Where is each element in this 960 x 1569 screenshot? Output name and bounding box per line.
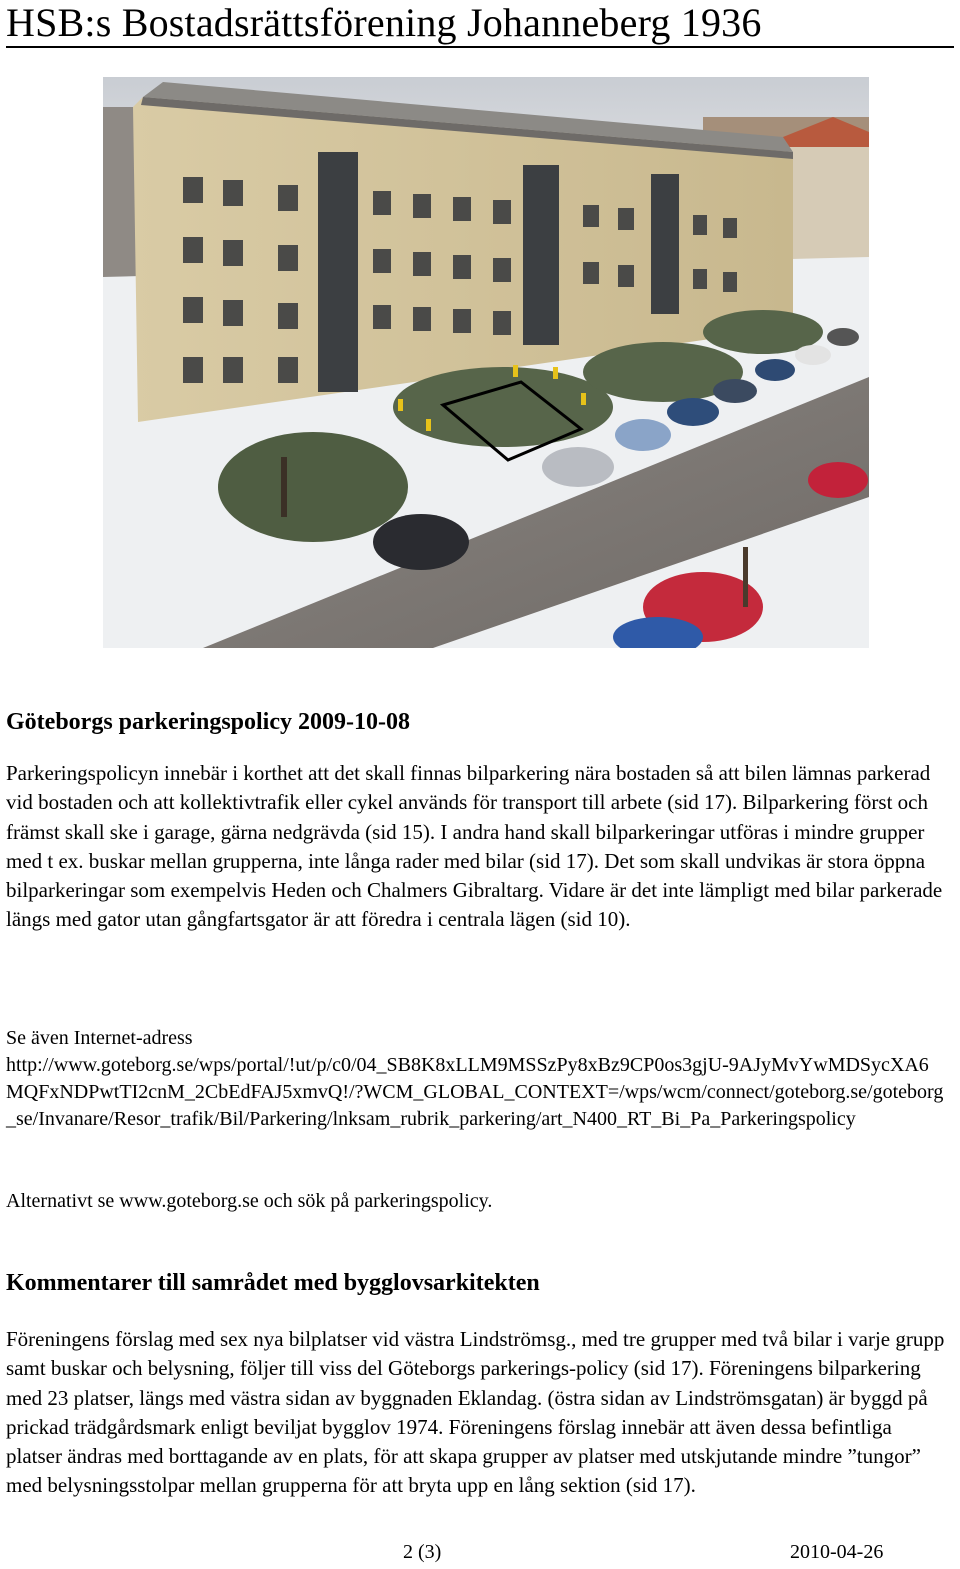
alternative-note: Alternativt se www.goteborg.se och sök på parkeringspolicy.	[6, 1190, 493, 1212]
section-title-parking-policy: Göteborgs parkeringspolicy 2009-10-08	[6, 709, 410, 735]
section-title-comments: Kommentarer till samrådet med bygglovsarkitekten	[6, 1270, 540, 1296]
page-number: 2 (3)	[403, 1541, 442, 1563]
building-photo-image	[103, 77, 869, 648]
parking-policy-paragraph: Parkeringspolicyn innebär i korthet att det skall finnas bilparkering nära bostaden så att bilen lämnas parkerad vid bostaden och att kollektivtrafik eller cykel används för transport till arbete (sid 17). Bilparkering först och främst skall ske i garage, gärna nedgrävda (sid 15). I andra hand skall bilparkeringar utföras i mindre grupper med t ex. buskar mellan grupperna, inte långa rader med bilar (sid 17). Det som skall undvikas är stora öppna bilparkeringar som exempelvis Heden och Chalmers Gibraltarg. Vidare är det inte lämpligt med bilar parkerade längs med gator utan gångfartsgator är att föredra i centrala lägen (sid 10).	[6, 761, 943, 932]
see-also-label: Se även Internet-adress	[6, 1027, 193, 1049]
building-photo	[103, 77, 869, 648]
comments-paragraph: Föreningens förslag med sex nya bilplatser vid västra Lindströmsg., med tre grupper med två bilar i varje grupp samt buskar och belysning, följer till viss del Göteborgs parkerings-policy (sid 17). Föreningens bilparkering med 23 platser, längs med västra sidan av byggnaden Eklandag. (östra sidan av Lindströmsgatan) är byggd på prickad trädgårdsmark enligt beviljat bygglov 1974. Föreningens förslag innebär att även dessa befintliga platser ändras med borttagande av en plats, för att skapa grupper av platser med utskjutande mindre ”tungor” med belysningsstolpar mellan grupperna för att bryta upp en lång sektion (sid 17).	[6, 1327, 945, 1498]
document-title: HSB:s Bostadsrättsförening Johanneberg 1936	[6, 0, 762, 45]
footer-date: 2010-04-26	[790, 1541, 884, 1563]
policy-url: http://www.goteborg.se/wps/portal/!ut/p/c0/04_SB8K8xLLM9MSSzPy8xBz9CP0os3gjU-9AJyMvYwMDSycXA6MQFxNDPwtTI2cnM_2CbEdFAJ5xmvQ!/?WCM_GLOBAL_CONTEXT=/wps/wcm/connect/goteborg.se/goteborg_se/Invanare/Resor_trafik/Bil/Parkering/lnksam_rubrik_parkering/art_N400_RT_Bi_Pa_Parkeringspolicy	[6, 1054, 944, 1130]
page-header	[6, 0, 954, 48]
